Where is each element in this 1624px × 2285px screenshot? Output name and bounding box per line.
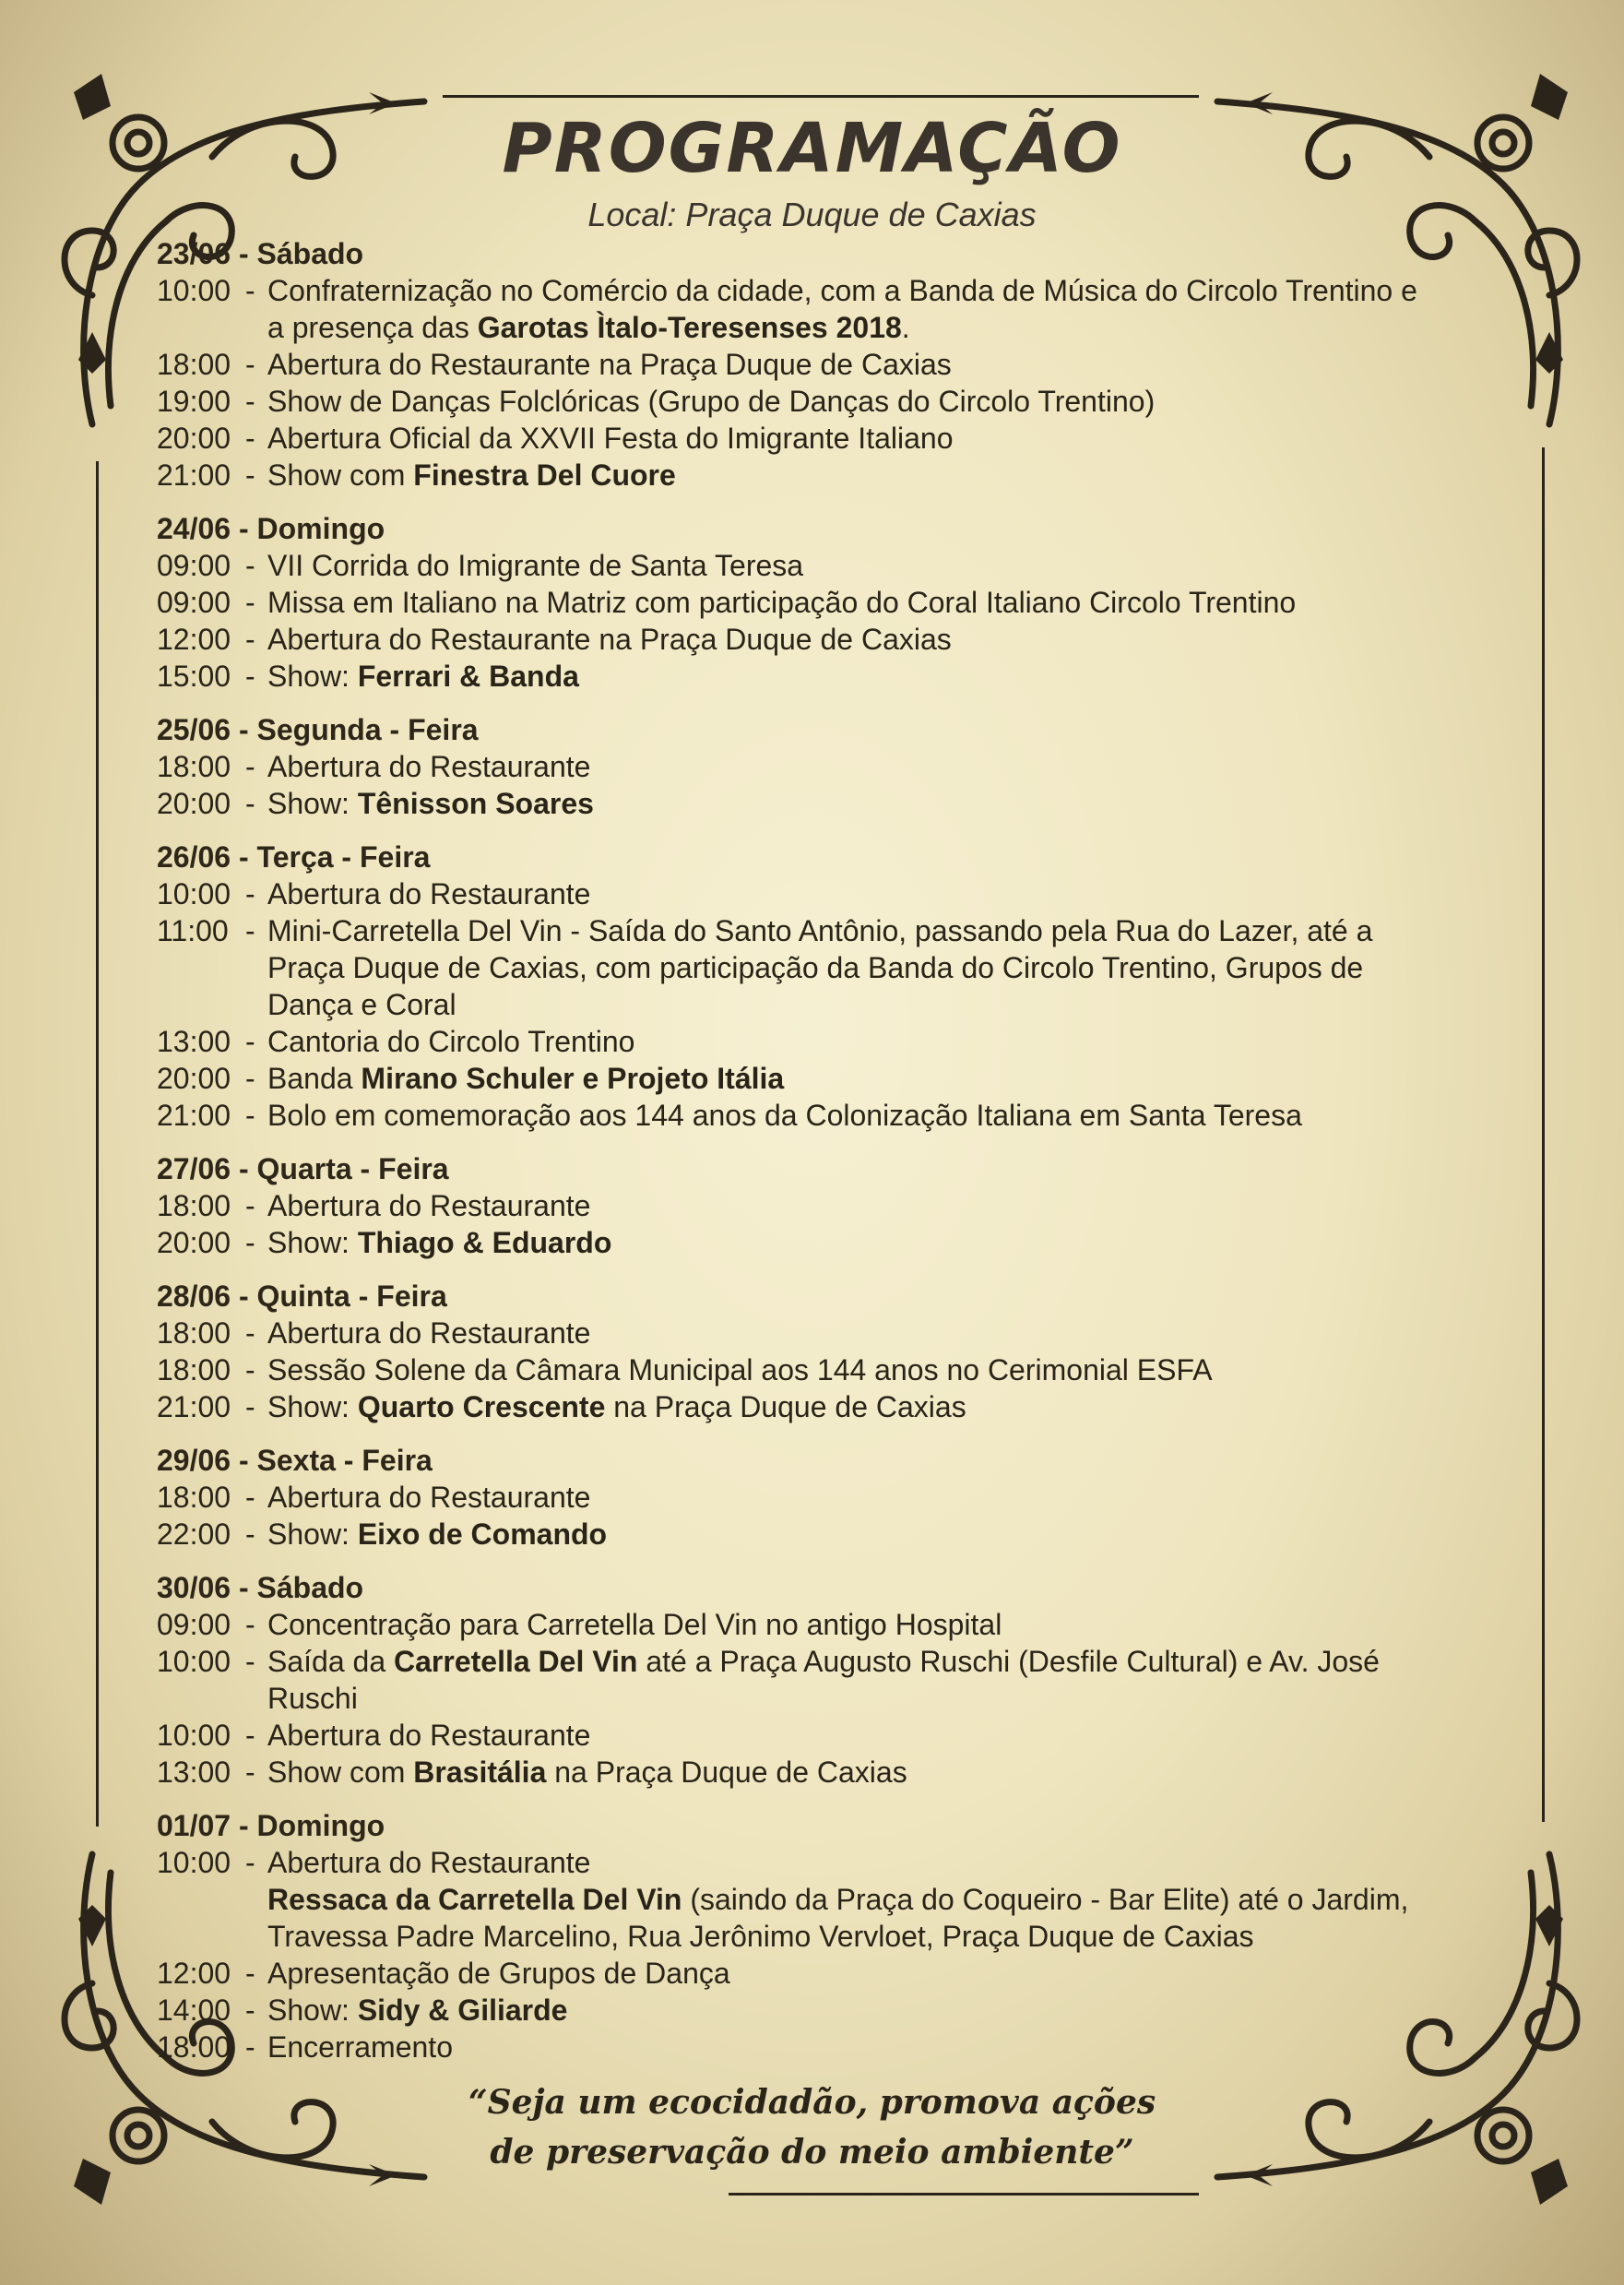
event-highlight: Ressaca da Carretella Del Vin <box>267 1883 682 1916</box>
schedule-row <box>157 1060 1494 1097</box>
event-description: Abertura Oficial da XXVII Festa do Imigrante Italiano <box>267 422 954 455</box>
separator-dash: - <box>245 1645 255 1678</box>
event-time: 18:00 <box>157 1353 231 1386</box>
schedule-row <box>157 1754 1494 1791</box>
separator-dash: - <box>245 660 255 693</box>
event-time: 09:00 <box>157 549 231 582</box>
schedule-row <box>157 1097 1494 1134</box>
event-highlight: Quarto Crescente <box>357 1390 606 1423</box>
schedule-row <box>157 1479 1494 1516</box>
day-heading: 01/07 - Domingo <box>157 1809 385 1842</box>
separator-dash: - <box>245 623 255 656</box>
event-time: 19:00 <box>157 385 231 418</box>
day-block <box>157 1278 1494 1425</box>
separator-dash: - <box>245 787 255 820</box>
schedule-row <box>157 1315 1494 1351</box>
day-heading: 25/06 - Segunda - Feira <box>157 713 479 746</box>
separator-dash: - <box>245 458 255 492</box>
event-time: 09:00 <box>157 1608 231 1641</box>
event-description: Saída da Carretella Del Vin até a Praça Augusto Ruschi (Desfile Cultural) e Av. José <box>267 1645 1380 1678</box>
frame-bottom-line <box>729 2193 1199 2196</box>
schedule-row <box>157 272 1494 309</box>
separator-dash: - <box>245 2030 255 2064</box>
event-description: Travessa Padre Marcelino, Rua Jerônimo Vervloet, Praça Duque de Caxias <box>267 1920 1254 1953</box>
separator-dash: - <box>245 877 255 910</box>
footer-quote <box>0 2077 1624 2177</box>
separator-dash: - <box>245 914 255 947</box>
schedule-row <box>157 584 1494 621</box>
event-description: Show com Brasitália na Praça Duque de Caxias <box>267 1755 907 1789</box>
separator-dash: - <box>245 1390 255 1423</box>
event-description: Show: Tênisson Soares <box>267 787 594 820</box>
day-heading: 30/06 - Sábado <box>157 1571 364 1604</box>
event-time: 21:00 <box>157 1390 231 1423</box>
separator-dash: - <box>245 422 255 455</box>
schedule-row <box>157 621 1494 658</box>
event-description: Sessão Solene da Câmara Municipal aos 144 anos no Cerimonial ESFA <box>267 1353 1213 1386</box>
day-heading: 26/06 - Terça - Feira <box>157 840 431 874</box>
schedule-row <box>157 1844 1494 1881</box>
day-heading: 28/06 - Quinta - Feira <box>157 1279 447 1313</box>
separator-dash: - <box>245 750 255 783</box>
separator-dash: - <box>245 1993 255 2027</box>
event-time: 18:00 <box>157 2030 231 2064</box>
separator-dash: - <box>245 1517 255 1551</box>
separator-dash: - <box>245 1025 255 1058</box>
schedule-row <box>157 1187 1494 1224</box>
day-block <box>157 1569 1494 1791</box>
event-highlight: Garotas Ìtalo-Teresenses 2018 <box>477 311 902 344</box>
event-highlight: Eixo de Comando <box>357 1517 608 1551</box>
separator-dash: - <box>245 1755 255 1789</box>
schedule-row <box>157 1351 1494 1388</box>
separator-dash: - <box>245 1608 255 1641</box>
event-description: Bolo em comemoração aos 144 anos da Colonização Italiana em Santa Teresa <box>267 1099 1302 1132</box>
schedule-row <box>157 1680 1494 1717</box>
separator-dash: - <box>245 348 255 381</box>
schedule-row <box>157 949 1494 986</box>
day-block <box>157 235 1494 494</box>
day-heading: 23/06 - Sábado <box>157 237 364 270</box>
schedule-row <box>157 1388 1494 1425</box>
schedule-row <box>157 1516 1494 1553</box>
event-highlight: Ferrari & Banda <box>357 660 579 693</box>
quote-line-2: de preservação do meio ambiente” <box>490 2133 1134 2172</box>
schedule-row <box>157 912 1494 949</box>
event-highlight: Finestra Del Cuore <box>413 458 676 492</box>
schedule-row <box>157 986 1494 1023</box>
day-heading: 27/06 - Quarta - Feira <box>157 1152 449 1185</box>
schedule-row <box>157 1717 1494 1754</box>
event-description: Abertura do Restaurante <box>267 750 591 783</box>
event-highlight: Sidy & Giliarde <box>357 1993 568 2027</box>
day-block <box>157 839 1494 1134</box>
separator-dash: - <box>245 1719 255 1752</box>
page-title: PROGRAMAÇÃO <box>502 109 1122 188</box>
event-description: Show: Quarto Crescente na Praça Duque de Caxias <box>267 1390 966 1423</box>
event-highlight: Tênisson Soares <box>357 787 594 820</box>
separator-dash: - <box>245 1957 255 1990</box>
day-heading: 24/06 - Domingo <box>157 512 385 545</box>
event-time: 18:00 <box>157 1481 231 1514</box>
program-schedule <box>157 235 1494 2082</box>
schedule-row <box>157 346 1494 383</box>
schedule-row <box>157 748 1494 785</box>
event-time: 18:00 <box>157 750 231 783</box>
event-description: Show com Finestra Del Cuore <box>267 458 676 492</box>
day-block <box>157 1150 1494 1261</box>
event-description: Show: Eixo de Comando <box>267 1517 608 1551</box>
schedule-row <box>157 420 1494 457</box>
event-description: Banda Mirano Schuler e Projeto Itália <box>267 1062 785 1095</box>
schedule-row <box>157 2029 1494 2065</box>
event-description: Abertura do Restaurante <box>267 1846 591 1879</box>
schedule-row <box>157 1955 1494 1992</box>
schedule-row <box>157 1643 1494 1680</box>
event-description: Abertura do Restaurante <box>267 1719 591 1752</box>
event-time: 15:00 <box>157 660 231 693</box>
event-highlight: Brasitália <box>413 1755 547 1789</box>
event-time: 20:00 <box>157 422 231 455</box>
event-description: Dança e Coral <box>267 988 456 1021</box>
separator-dash: - <box>245 1062 255 1095</box>
schedule-row <box>157 785 1494 822</box>
event-time: 11:00 <box>157 914 229 947</box>
event-description: Abertura do Restaurante <box>267 877 591 910</box>
event-description: Abertura do Restaurante <box>267 1189 591 1222</box>
event-description: Confraternização no Comércio da cidade, com a Banda de Música do Circolo Trentino e <box>267 274 1417 307</box>
event-time: 22:00 <box>157 1517 231 1551</box>
event-description: VII Corrida do Imigrante de Santa Teresa <box>267 549 804 582</box>
day-heading: 29/06 - Sexta - Feira <box>157 1444 433 1477</box>
event-time: 20:00 <box>157 1226 231 1259</box>
frame-left-line <box>96 461 99 1827</box>
event-time: 10:00 <box>157 877 231 910</box>
quote-line-1: “Seja um ecocidadão, promova ações <box>468 2083 1156 2122</box>
event-description: Show de Danças Folclóricas (Grupo de Danças do Circolo Trentino) <box>267 385 1156 418</box>
schedule-row <box>157 383 1494 420</box>
event-description: Abertura do Restaurante <box>267 1481 591 1514</box>
event-description: Abertura do Restaurante <box>267 1316 591 1350</box>
schedule-row <box>157 1606 1494 1643</box>
separator-dash: - <box>245 1353 255 1386</box>
event-highlight: Mirano Schuler e Projeto Itália <box>361 1062 785 1095</box>
schedule-row <box>157 1881 1494 1918</box>
separator-dash: - <box>245 1189 255 1222</box>
event-description: Encerramento <box>267 2030 453 2064</box>
event-description: Apresentação de Grupos de Dança <box>267 1957 730 1990</box>
event-description: Show: Ferrari & Banda <box>267 660 579 693</box>
schedule-row <box>157 1918 1494 1955</box>
schedule-row <box>157 875 1494 912</box>
event-time: 10:00 <box>157 1846 231 1879</box>
event-time: 13:00 <box>157 1025 231 1058</box>
day-block <box>157 1442 1494 1553</box>
event-time: 18:00 <box>157 1316 231 1350</box>
event-description: Concentração para Carretella Del Vin no antigo Hospital <box>267 1608 1002 1641</box>
event-description: Ruschi <box>267 1682 358 1715</box>
event-time: 10:00 <box>157 274 231 307</box>
separator-dash: - <box>245 1099 255 1132</box>
separator-dash: - <box>245 1481 255 1514</box>
event-highlight: Carretella Del Vin <box>394 1645 638 1678</box>
event-description: Abertura do Restaurante na Praça Duque de Caxias <box>267 348 952 381</box>
event-time: 21:00 <box>157 458 231 492</box>
event-time: 09:00 <box>157 586 231 619</box>
frame-top-line <box>443 95 1199 98</box>
frame-right-line <box>1542 447 1545 1822</box>
event-description: Show: Thiago & Eduardo <box>267 1226 612 1259</box>
separator-dash: - <box>245 549 255 582</box>
separator-dash: - <box>245 1846 255 1879</box>
separator-dash: - <box>245 1226 255 1259</box>
schedule-row <box>157 309 1494 346</box>
event-time: 18:00 <box>157 348 231 381</box>
event-time: 10:00 <box>157 1645 231 1678</box>
separator-dash: - <box>245 274 255 307</box>
event-time: 13:00 <box>157 1755 231 1789</box>
event-description: Praça Duque de Caxias, com participação da Banda do Circolo Trentino, Grupos de <box>267 951 1364 984</box>
schedule-row <box>157 658 1494 695</box>
schedule-row <box>157 1023 1494 1060</box>
schedule-row <box>157 1224 1494 1261</box>
event-time: 20:00 <box>157 1062 231 1095</box>
event-highlight: Thiago & Eduardo <box>357 1226 612 1259</box>
schedule-row <box>157 547 1494 584</box>
day-block <box>157 510 1494 695</box>
event-description: a presença das Garotas Ìtalo-Teresenses 2018. <box>267 311 910 344</box>
separator-dash: - <box>245 586 255 619</box>
event-time: 18:00 <box>157 1189 231 1222</box>
event-description: Ressaca da Carretella Del Vin (saindo da Praça do Coqueiro - Bar Elite) até o Jardim, <box>267 1883 1409 1916</box>
event-location: Local: Praça Duque de Caxias <box>587 196 1037 233</box>
event-time: 14:00 <box>157 1993 231 2027</box>
event-description: Mini-Carretella Del Vin - Saída do Santo Antônio, passando pela Rua do Lazer, até a <box>267 914 1373 947</box>
schedule-row <box>157 1992 1494 2029</box>
event-time: 20:00 <box>157 787 231 820</box>
separator-dash: - <box>245 385 255 418</box>
event-time: 12:00 <box>157 623 231 656</box>
day-block <box>157 1807 1494 2065</box>
schedule-row <box>157 457 1494 494</box>
event-description: Cantoria do Circolo Trentino <box>267 1025 635 1058</box>
event-description: Abertura do Restaurante na Praça Duque de Caxias <box>267 623 952 656</box>
day-block <box>157 711 1494 822</box>
event-description: Missa em Italiano na Matriz com participação do Coral Italiano Circolo Trentino <box>267 586 1297 619</box>
separator-dash: - <box>245 1316 255 1350</box>
event-description: Show: Sidy & Giliarde <box>267 1993 568 2027</box>
event-time: 12:00 <box>157 1957 231 1990</box>
event-time: 10:00 <box>157 1719 231 1752</box>
event-time: 21:00 <box>157 1099 231 1132</box>
